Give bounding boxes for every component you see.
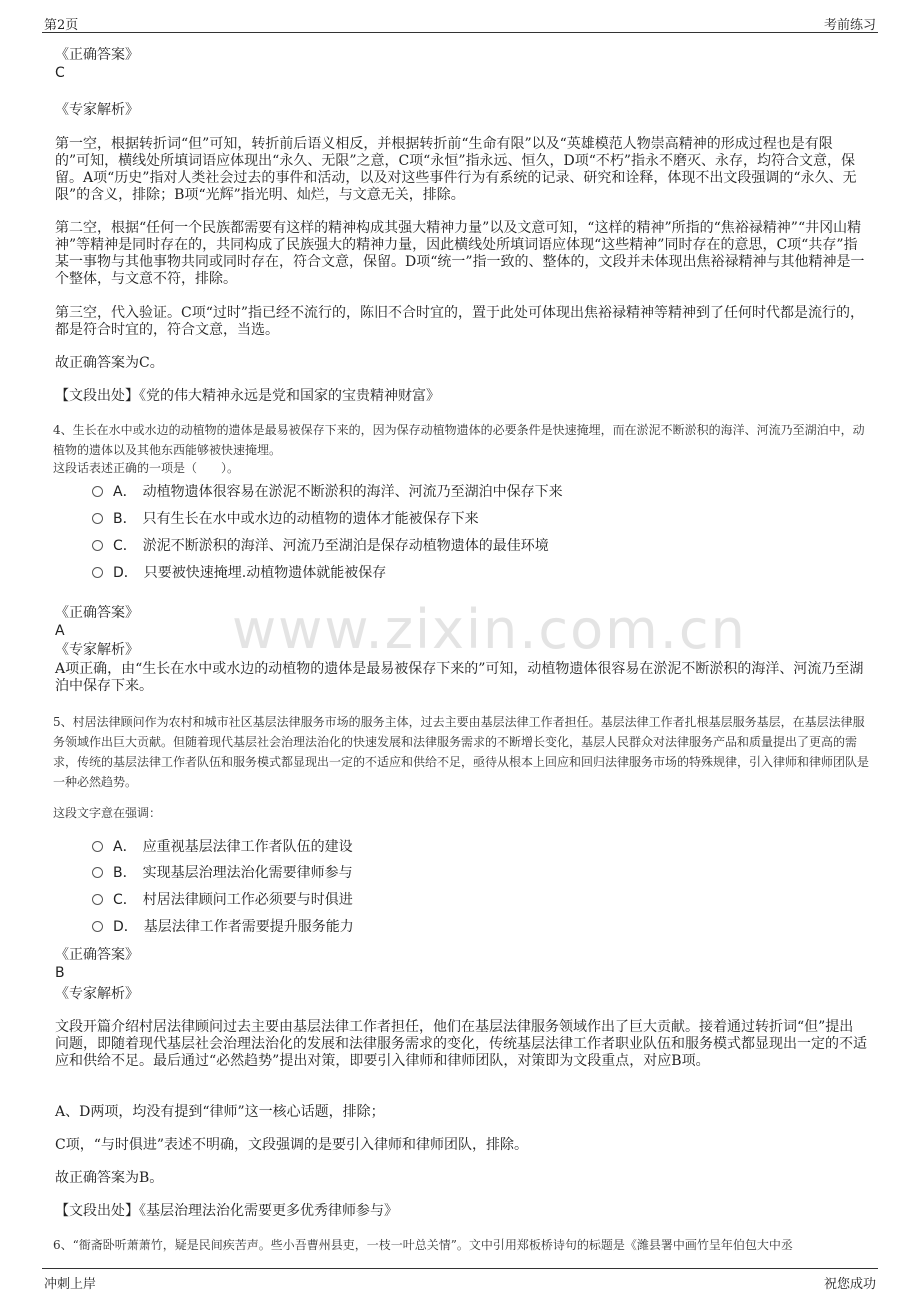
q3-analysis-p2: 第二空，根据“任何一个民族都需要有这样的精神构成其强大精神力量”以及文意可知，“这样的精神”所指的“焦裕禄精神”“井冈山精神”等精神是同时存在的，共同构成了民族强大的精神力量，因此横线处所填词语应体现“这些精神”同时存在的意思，C项“共存”指某一事物与其他事物共同或同时存在，符合文意，保留。D项“统一”指一致的、整体的，文段并未体现出焦裕禄精神与其他精神是一个整体，与文意不符，排除。	[55, 220, 865, 287]
q6-stem: 6、“衙斋卧听萧萧竹，疑是民间疾苦声。些小吾曹州县吏，一枝一叶总关情”。文中引用郑板桥诗句的标题是《潍县署中画竹呈年伯包大中丞	[53, 1238, 793, 1252]
header-title: 考前练习	[823, 18, 876, 33]
page-number: 第2页	[44, 18, 79, 33]
q4-stem: 4、生长在水中或水边的动植物的遗体是最易被保存下来的，因为保存动植物遗体的必要条件是快速掩埋，而在淤泥不断淤积的海洋、河流乃至湖泊中，动植物的遗体以及其他东西能够被快速掩埋。	[53, 423, 865, 457]
q5-conclusion: 故正确答案为B。	[55, 1170, 164, 1186]
q3-answer-label: 《正确答案》	[55, 47, 139, 63]
q5-question: 这段文字意在强调：	[53, 806, 162, 820]
q4-analysis-label: 《专家解析》	[55, 642, 139, 658]
radio-icon[interactable]	[92, 867, 103, 878]
radio-icon[interactable]	[92, 540, 103, 551]
q5-analysis-p2: A、D两项，均没有提到“律师”这一核心话题，排除；	[55, 1104, 385, 1120]
page-header	[42, 12, 878, 33]
q3-answer: C	[55, 65, 65, 81]
radio-icon[interactable]	[92, 567, 103, 578]
q4-answer: A	[55, 623, 65, 639]
q3-conclusion: 故正确答案为C。	[55, 355, 164, 371]
q5-option-a[interactable]: A． 应重视基层法律工作者队伍的建设	[92, 838, 353, 856]
q5-analysis-p1: 文段开篇介绍村居法律顾问过去主要由基层法律工作者担任，他们在基层法律服务领域作出了巨大贡献。接着通过转折词“但”提出问题，即随着现代基层社会治理法治化的发展和法律服务需求的变化，传统基层法律工作者职业队伍和服务模式都显现出一定的不适应和供给不足。最后通过“必然趋势”提出对策，即要引入律师和律师团队，对策即为文段重点，对应B项。	[55, 1019, 867, 1069]
watermark: www.zixin.com.cn	[232, 598, 747, 661]
q4-question: 这段话表述正确的一项是（ ）。	[53, 461, 240, 475]
q3-source: 【文段出处】《党的伟大精神永远是党和国家的宝贵精神财富》	[55, 388, 440, 404]
q3-analysis-p1: 第一空，根据转折词“但”可知，转折前后语义相反，并根据转折前“生命有限”以及“英雄模范人物崇高精神的形成过程也是有限的”可知，横线处所填词语应体现出“永久、无限”之意，C项“永恒”指永远、恒久，D项“不朽”指永不磨灭、永存，均符合文意，保留。A项“历史”指对人类社会过去的事件和活动，以及对这些事件行为有系统的记录、研究和诠释，体现不出文段强调的“永久、无限”的含义，排除；B项“光辉”指光明、灿烂，与文意无关，排除。	[55, 136, 857, 203]
q4-option-a[interactable]: A． 动植物遗体很容易在淤泥不断淤积的海洋、河流乃至湖泊中保存下来	[92, 483, 563, 501]
q5-stem: 5、村居法律顾问作为农村和城市社区基层法律服务市场的服务主体，过去主要由基层法律工作者担任。基层法律工作者扎根基层服务基层，在基层法律服务领域作出巨大贡献。但随着现代基层社会治理法治化的快速发展和法律服务需求的不断增长变化，基层人民群众对法律服务产品和质量提出了更高的需求，传统的基层法律工作者队伍和服务模式都显现出一定的不适应和供给不足，亟待从根本上回应和回归法律服务市场的特殊规律，引入律师和律师团队是一种必然趋势。	[53, 715, 870, 789]
q5-option-c[interactable]: C． 村居法律顾问工作必须要与时俱进	[92, 891, 353, 909]
q4-option-d[interactable]: D． 只要被快速掩埋.动植物遗体就能被保存	[92, 564, 386, 582]
q4-analysis: A项正确，由“生长在水中或水边的动植物的遗体是最易被保存下来的”可知，动植物遗体很容易在淤泥不断淤积的海洋、河流乃至湖泊中保存下来。	[55, 661, 864, 694]
q4-option-b[interactable]: B． 只有生长在水中或水边的动植物的遗体才能被保存下来	[92, 510, 479, 528]
radio-icon[interactable]	[92, 841, 103, 852]
q4-answer-label: 《正确答案》	[55, 605, 139, 621]
q5-answer-label: 《正确答案》	[55, 947, 139, 963]
q3-analysis-label: 《专家解析》	[55, 102, 139, 118]
radio-icon[interactable]	[92, 486, 103, 497]
q5-analysis-p3: C项，“与时俱进”表述不明确，文段强调的是要引入律师和律师团队，排除。	[55, 1137, 529, 1153]
q5-option-b[interactable]: B． 实现基层治理法治化需要律师参与	[92, 864, 353, 882]
q5-answer: B	[55, 965, 65, 981]
q3-analysis-p3: 第三空，代入验证。C项“过时”指已经不流行的，陈旧不合时宜的，置于此处可体现出焦裕禄精神等精神到了任何时代都是流行的，都是符合时宜的，符合文意，当选。	[55, 305, 865, 338]
radio-icon[interactable]	[92, 894, 103, 905]
q5-analysis-label: 《专家解析》	[55, 986, 139, 1002]
q4-option-c[interactable]: C． 淤泥不断淤积的海洋、河流乃至湖泊是保存动植物遗体的最佳环境	[92, 537, 549, 555]
radio-icon[interactable]	[92, 513, 103, 524]
radio-icon[interactable]	[92, 921, 103, 932]
q5-source: 【文段出处】《基层治理法治化需要更多优秀律师参与》	[55, 1203, 398, 1219]
q5-option-d[interactable]: D． 基层法律工作者需要提升服务能力	[92, 918, 354, 936]
footer-left: 冲刺上岸	[44, 1277, 97, 1292]
page-footer	[42, 1268, 878, 1293]
footer-right: 祝您成功	[823, 1277, 876, 1292]
